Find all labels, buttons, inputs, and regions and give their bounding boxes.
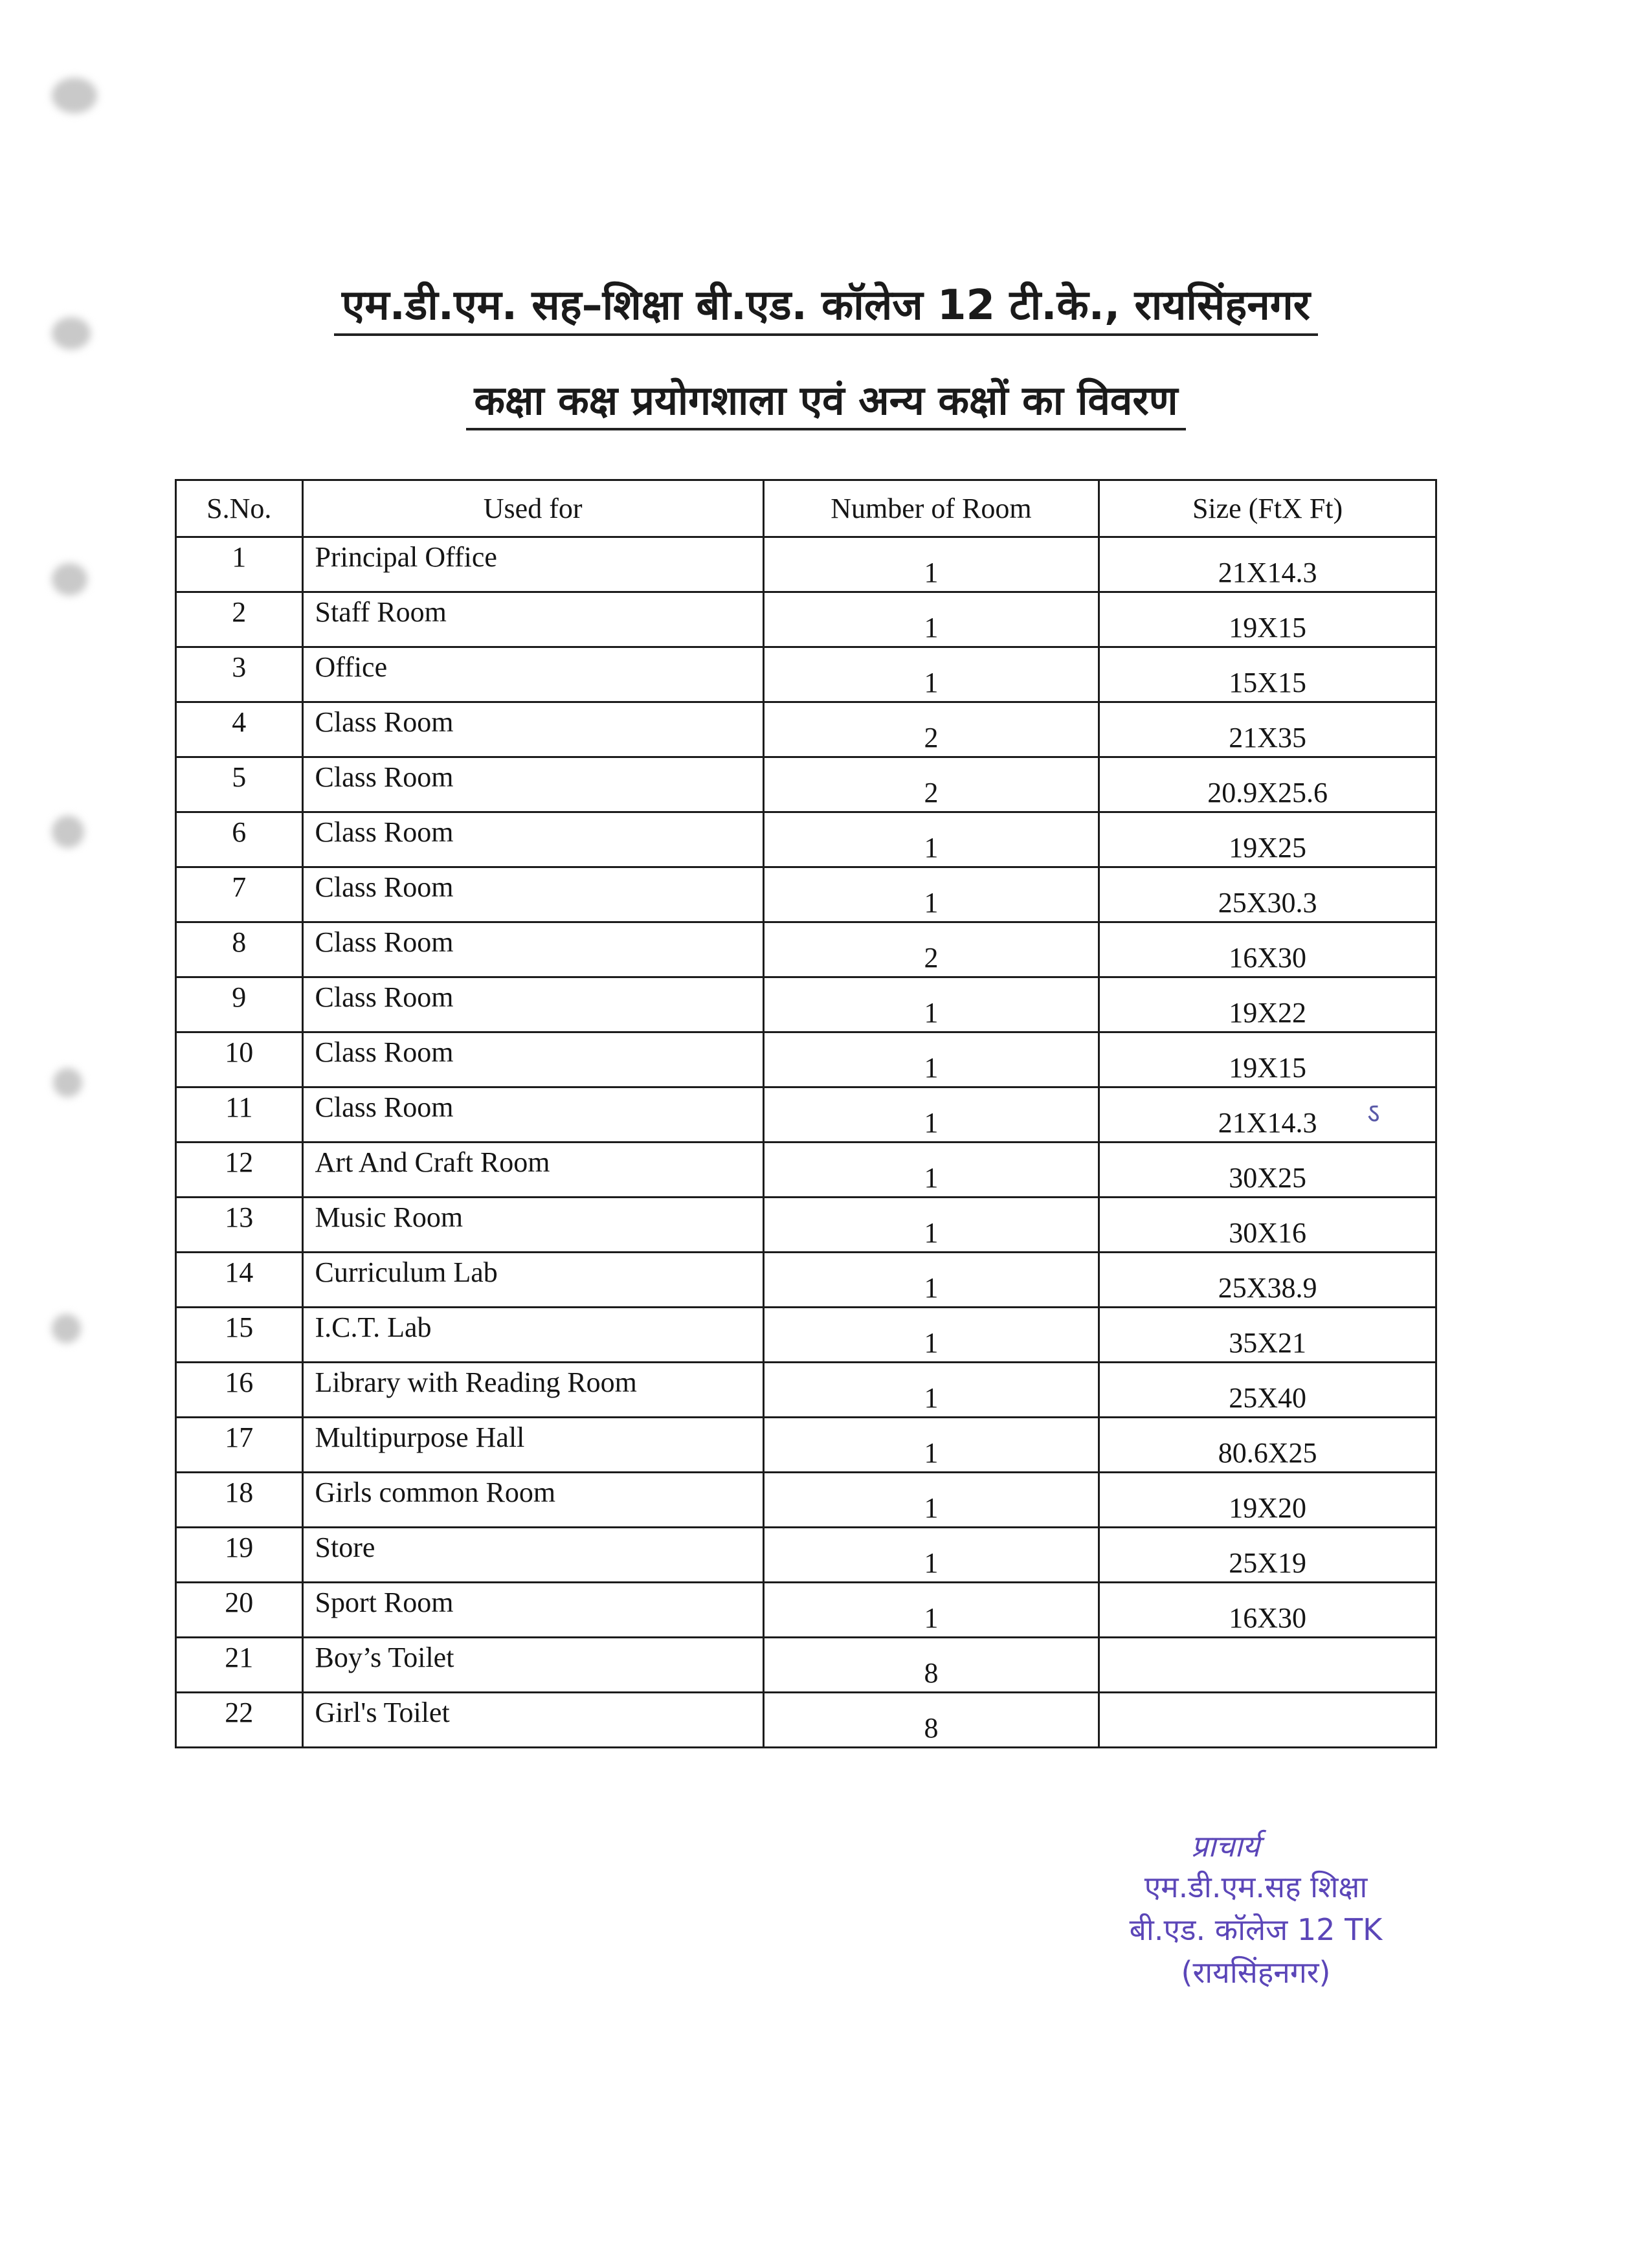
cell-size bbox=[1099, 1143, 1436, 1198]
cell-used-for-text: Class Room bbox=[315, 981, 454, 1013]
table-row bbox=[176, 1473, 1436, 1528]
cell-used-for bbox=[302, 702, 763, 757]
cell-number-of-room bbox=[763, 647, 1099, 702]
cell-size bbox=[1099, 1087, 1436, 1143]
cell-used-for-text: Principal Office bbox=[315, 541, 497, 573]
cell-sno bbox=[176, 537, 303, 592]
table-row bbox=[176, 1363, 1436, 1418]
cell-sno-text: 6 bbox=[232, 816, 247, 848]
cell-number-of-room bbox=[763, 537, 1099, 592]
cell-sno-text: 19 bbox=[225, 1531, 254, 1563]
cell-sno bbox=[176, 757, 303, 812]
table-row bbox=[176, 1638, 1436, 1693]
cell-size bbox=[1099, 647, 1436, 702]
table-row bbox=[176, 977, 1436, 1032]
cell-sno-text: 12 bbox=[225, 1146, 254, 1178]
cell-used-for bbox=[302, 647, 763, 702]
cell-number-of-room-text: 1 bbox=[924, 666, 939, 698]
cell-sno bbox=[176, 1693, 303, 1748]
cell-number-of-room-text: 1 bbox=[924, 1106, 939, 1139]
table-row bbox=[176, 1253, 1436, 1308]
scan-smudge bbox=[52, 1314, 81, 1343]
cell-number-of-room-text: 1 bbox=[924, 1601, 939, 1634]
cell-sno-text: 16 bbox=[225, 1366, 254, 1398]
cell-size bbox=[1099, 1032, 1436, 1087]
cell-sno-text: 5 bbox=[232, 761, 247, 793]
table-row bbox=[176, 1143, 1436, 1198]
cell-number-of-room bbox=[763, 702, 1099, 757]
cell-sno bbox=[176, 1087, 303, 1143]
cell-used-for bbox=[302, 1087, 763, 1143]
header-number-of-room: Number of Room bbox=[763, 480, 1099, 537]
cell-size-text: 25X38.9 bbox=[1218, 1271, 1317, 1304]
cell-sno-text: 14 bbox=[225, 1256, 254, 1288]
cell-used-for-text: Multipurpose Hall bbox=[315, 1421, 525, 1453]
principal-seal bbox=[1100, 1825, 1411, 1994]
table-row bbox=[176, 867, 1436, 922]
cell-used-for bbox=[302, 812, 763, 867]
seal-line-2: बी.एड. कॉलेज 12 TK bbox=[1129, 1912, 1383, 1947]
table-row bbox=[176, 1418, 1436, 1473]
document-subtitle: कक्षा कक्ष प्रयोगशाला एवं अन्य कक्षों का विवरण bbox=[0, 372, 1652, 427]
scan-smudge bbox=[52, 78, 97, 113]
cell-number-of-room-text: 1 bbox=[924, 1381, 939, 1414]
cell-size-text: 21X35 bbox=[1229, 721, 1306, 753]
cell-sno bbox=[176, 1418, 303, 1473]
cell-used-for bbox=[302, 592, 763, 647]
table-row bbox=[176, 1693, 1436, 1748]
cell-size bbox=[1099, 592, 1436, 647]
cell-used-for-text: Class Room bbox=[315, 871, 454, 903]
cell-sno-text: 20 bbox=[225, 1586, 254, 1618]
cell-sno-text: 1 bbox=[232, 541, 247, 573]
cell-number-of-room-text: 1 bbox=[924, 1436, 939, 1469]
cell-used-for-text: Class Room bbox=[315, 706, 454, 738]
cell-sno bbox=[176, 1143, 303, 1198]
scan-smudge bbox=[52, 816, 84, 848]
cell-number-of-room bbox=[763, 592, 1099, 647]
cell-number-of-room bbox=[763, 1308, 1099, 1363]
cell-sno-text: 9 bbox=[232, 981, 247, 1013]
cell-number-of-room bbox=[763, 1528, 1099, 1583]
cell-size bbox=[1099, 1638, 1436, 1693]
cell-sno bbox=[176, 1032, 303, 1087]
cell-used-for bbox=[302, 1528, 763, 1583]
cell-used-for bbox=[302, 1198, 763, 1253]
cell-used-for-text: Office bbox=[315, 651, 388, 683]
table-row bbox=[176, 1087, 1436, 1143]
cell-size bbox=[1099, 867, 1436, 922]
cell-used-for bbox=[302, 1473, 763, 1528]
cell-sno-text: 2 bbox=[232, 596, 247, 628]
cell-used-for-text: Store bbox=[315, 1531, 375, 1563]
header-used-for: Used for bbox=[302, 480, 763, 537]
cell-number-of-room-text: 1 bbox=[924, 1491, 939, 1524]
seal-line-1: एम.डी.एम.सह शिक्षा bbox=[1144, 1869, 1368, 1904]
cell-used-for-text: I.C.T. Lab bbox=[315, 1311, 432, 1343]
seal-line-3: (रायसिंहनगर) bbox=[1181, 1955, 1331, 1990]
cell-size-text: 20.9X25.6 bbox=[1207, 776, 1328, 808]
cell-used-for bbox=[302, 757, 763, 812]
cell-used-for-text: Boy’s Toilet bbox=[315, 1641, 454, 1673]
cell-size-text: 19X20 bbox=[1229, 1491, 1306, 1524]
table-row bbox=[176, 1198, 1436, 1253]
header-size: Size (FtX Ft) bbox=[1099, 480, 1436, 537]
cell-size-text: 80.6X25 bbox=[1218, 1436, 1317, 1469]
cell-used-for-text: Girls common Room bbox=[315, 1476, 556, 1508]
cell-size-text: 25X40 bbox=[1229, 1381, 1306, 1414]
cell-number-of-room bbox=[763, 1638, 1099, 1693]
cell-number-of-room bbox=[763, 922, 1099, 977]
cell-size-text: 30X25 bbox=[1229, 1161, 1306, 1194]
cell-size-text: 35X21 bbox=[1229, 1326, 1306, 1359]
cell-used-for-text: Curriculum Lab bbox=[315, 1256, 498, 1288]
cell-number-of-room-text: 8 bbox=[924, 1711, 939, 1744]
cell-size bbox=[1099, 702, 1436, 757]
cell-number-of-room-text: 1 bbox=[924, 886, 939, 919]
cell-size-text: 19X15 bbox=[1229, 1051, 1306, 1084]
cell-number-of-room-text: 1 bbox=[924, 556, 939, 588]
table-row bbox=[176, 647, 1436, 702]
cell-size bbox=[1099, 1363, 1436, 1418]
cell-used-for-text: Staff Room bbox=[315, 596, 447, 628]
cell-size-text: 15X15 bbox=[1229, 666, 1306, 698]
cell-sno-text: 7 bbox=[232, 871, 247, 903]
cell-number-of-room bbox=[763, 1087, 1099, 1143]
cell-number-of-room-text: 1 bbox=[924, 1161, 939, 1194]
cell-size-text: 25X19 bbox=[1229, 1546, 1306, 1579]
cell-number-of-room bbox=[763, 1143, 1099, 1198]
cell-used-for bbox=[302, 1693, 763, 1748]
cell-number-of-room bbox=[763, 1253, 1099, 1308]
cell-size-text: 21X14.3 bbox=[1218, 1106, 1317, 1139]
cell-used-for bbox=[302, 1143, 763, 1198]
cell-sno bbox=[176, 1363, 303, 1418]
cell-sno-text: 4 bbox=[232, 706, 247, 738]
cell-sno bbox=[176, 1253, 303, 1308]
cell-number-of-room-text: 1 bbox=[924, 1216, 939, 1249]
cell-sno bbox=[176, 922, 303, 977]
header-sno: S.No. bbox=[176, 480, 303, 537]
cell-size bbox=[1099, 757, 1436, 812]
cell-size-text: 21X14.3 bbox=[1218, 556, 1317, 588]
scan-smudge bbox=[52, 563, 87, 596]
cell-number-of-room bbox=[763, 1418, 1099, 1473]
table-row bbox=[176, 702, 1436, 757]
cell-size bbox=[1099, 1528, 1436, 1583]
cell-used-for-text: Library with Reading Room bbox=[315, 1366, 637, 1398]
cell-used-for bbox=[302, 867, 763, 922]
cell-size-text: 16X30 bbox=[1229, 1601, 1306, 1634]
cell-used-for-text: Class Room bbox=[315, 761, 454, 793]
cell-size bbox=[1099, 1198, 1436, 1253]
cell-number-of-room-text: 1 bbox=[924, 1271, 939, 1304]
cell-used-for bbox=[302, 1583, 763, 1638]
cell-number-of-room-text: 1 bbox=[924, 1326, 939, 1359]
cell-number-of-room bbox=[763, 1693, 1099, 1748]
cell-sno-text: 15 bbox=[225, 1311, 254, 1343]
rooms-table bbox=[175, 479, 1437, 1748]
cell-number-of-room-text: 1 bbox=[924, 1051, 939, 1084]
cell-size bbox=[1099, 812, 1436, 867]
table-row bbox=[176, 592, 1436, 647]
cell-number-of-room-text: 1 bbox=[924, 831, 939, 864]
cell-sno-text: 18 bbox=[225, 1476, 254, 1508]
cell-size-text: 16X30 bbox=[1229, 941, 1306, 974]
cell-used-for-text: Sport Room bbox=[315, 1586, 454, 1618]
cell-used-for-text: Class Room bbox=[315, 926, 454, 958]
cell-number-of-room-text: 2 bbox=[924, 776, 939, 808]
cell-sno-text: 21 bbox=[225, 1641, 254, 1673]
cell-sno bbox=[176, 647, 303, 702]
cell-number-of-room bbox=[763, 867, 1099, 922]
cell-sno bbox=[176, 1198, 303, 1253]
cell-used-for bbox=[302, 977, 763, 1032]
cell-used-for bbox=[302, 1253, 763, 1308]
cell-sno-text: 8 bbox=[232, 926, 247, 958]
cell-number-of-room-text: 8 bbox=[924, 1656, 939, 1689]
cell-number-of-room bbox=[763, 812, 1099, 867]
cell-sno bbox=[176, 592, 303, 647]
table-row bbox=[176, 1032, 1436, 1087]
cell-used-for-text: Class Room bbox=[315, 1091, 454, 1123]
cell-number-of-room bbox=[763, 1473, 1099, 1528]
cell-used-for-text: Class Room bbox=[315, 816, 454, 848]
college-title: एम.डी.एम. सह–शिक्षा बी.एड. कॉलेज 12 टी.के., रायसिंहनगर bbox=[0, 275, 1652, 331]
cell-size-text: 25X30.3 bbox=[1218, 886, 1317, 919]
cell-number-of-room bbox=[763, 1583, 1099, 1638]
cell-size bbox=[1099, 1253, 1436, 1308]
cell-size-text: 19X22 bbox=[1229, 996, 1306, 1029]
cell-size-text: 30X16 bbox=[1229, 1216, 1306, 1249]
table-row bbox=[176, 1583, 1436, 1638]
cell-sno-text: 17 bbox=[225, 1421, 254, 1453]
table-row bbox=[176, 812, 1436, 867]
cell-number-of-room bbox=[763, 1198, 1099, 1253]
cell-size bbox=[1099, 1693, 1436, 1748]
cell-sno-text: 10 bbox=[225, 1036, 254, 1068]
cell-used-for-text: Music Room bbox=[315, 1201, 463, 1233]
cell-used-for bbox=[302, 1363, 763, 1418]
cell-used-for bbox=[302, 1032, 763, 1087]
cell-used-for-text: Girl's Toilet bbox=[315, 1696, 450, 1728]
cell-sno-text: 3 bbox=[232, 651, 247, 683]
cell-number-of-room-text: 2 bbox=[924, 941, 939, 974]
cell-used-for bbox=[302, 537, 763, 592]
cell-used-for-text: Class Room bbox=[315, 1036, 454, 1068]
cell-sno bbox=[176, 1528, 303, 1583]
cell-number-of-room bbox=[763, 1363, 1099, 1418]
cell-number-of-room-text: 1 bbox=[924, 1546, 939, 1579]
cell-used-for bbox=[302, 1418, 763, 1473]
cell-size-text: 19X15 bbox=[1229, 611, 1306, 643]
cell-used-for-text: Art And Craft Room bbox=[315, 1146, 550, 1178]
table-row bbox=[176, 1308, 1436, 1363]
table-header-row bbox=[176, 480, 1436, 537]
cell-size bbox=[1099, 1308, 1436, 1363]
cell-number-of-room bbox=[763, 757, 1099, 812]
principal-signature: प्राचार्य bbox=[1191, 1829, 1260, 1864]
cell-sno bbox=[176, 1583, 303, 1638]
cell-size bbox=[1099, 1583, 1436, 1638]
cell-sno bbox=[176, 867, 303, 922]
table-row bbox=[176, 1528, 1436, 1583]
cell-size-text: 19X25 bbox=[1229, 831, 1306, 864]
cell-sno bbox=[176, 1638, 303, 1693]
cell-size bbox=[1099, 1418, 1436, 1473]
cell-sno bbox=[176, 702, 303, 757]
handwritten-mark: ऽ bbox=[1367, 1097, 1380, 1129]
cell-number-of-room-text: 2 bbox=[924, 721, 939, 753]
table-row bbox=[176, 757, 1436, 812]
cell-size bbox=[1099, 922, 1436, 977]
cell-sno bbox=[176, 1308, 303, 1363]
cell-size bbox=[1099, 1473, 1436, 1528]
table-row bbox=[176, 537, 1436, 592]
cell-sno bbox=[176, 1473, 303, 1528]
cell-number-of-room-text: 1 bbox=[924, 611, 939, 643]
cell-size bbox=[1099, 977, 1436, 1032]
cell-used-for bbox=[302, 1638, 763, 1693]
table-row bbox=[176, 922, 1436, 977]
cell-used-for bbox=[302, 1308, 763, 1363]
cell-sno-text: 11 bbox=[225, 1091, 253, 1123]
cell-number-of-room bbox=[763, 977, 1099, 1032]
cell-sno bbox=[176, 977, 303, 1032]
cell-sno bbox=[176, 812, 303, 867]
cell-number-of-room bbox=[763, 1032, 1099, 1087]
cell-number-of-room-text: 1 bbox=[924, 996, 939, 1029]
cell-used-for bbox=[302, 922, 763, 977]
scan-smudge bbox=[53, 1068, 82, 1097]
cell-sno-text: 13 bbox=[225, 1201, 254, 1233]
cell-sno-text: 22 bbox=[225, 1696, 254, 1728]
cell-size bbox=[1099, 537, 1436, 592]
